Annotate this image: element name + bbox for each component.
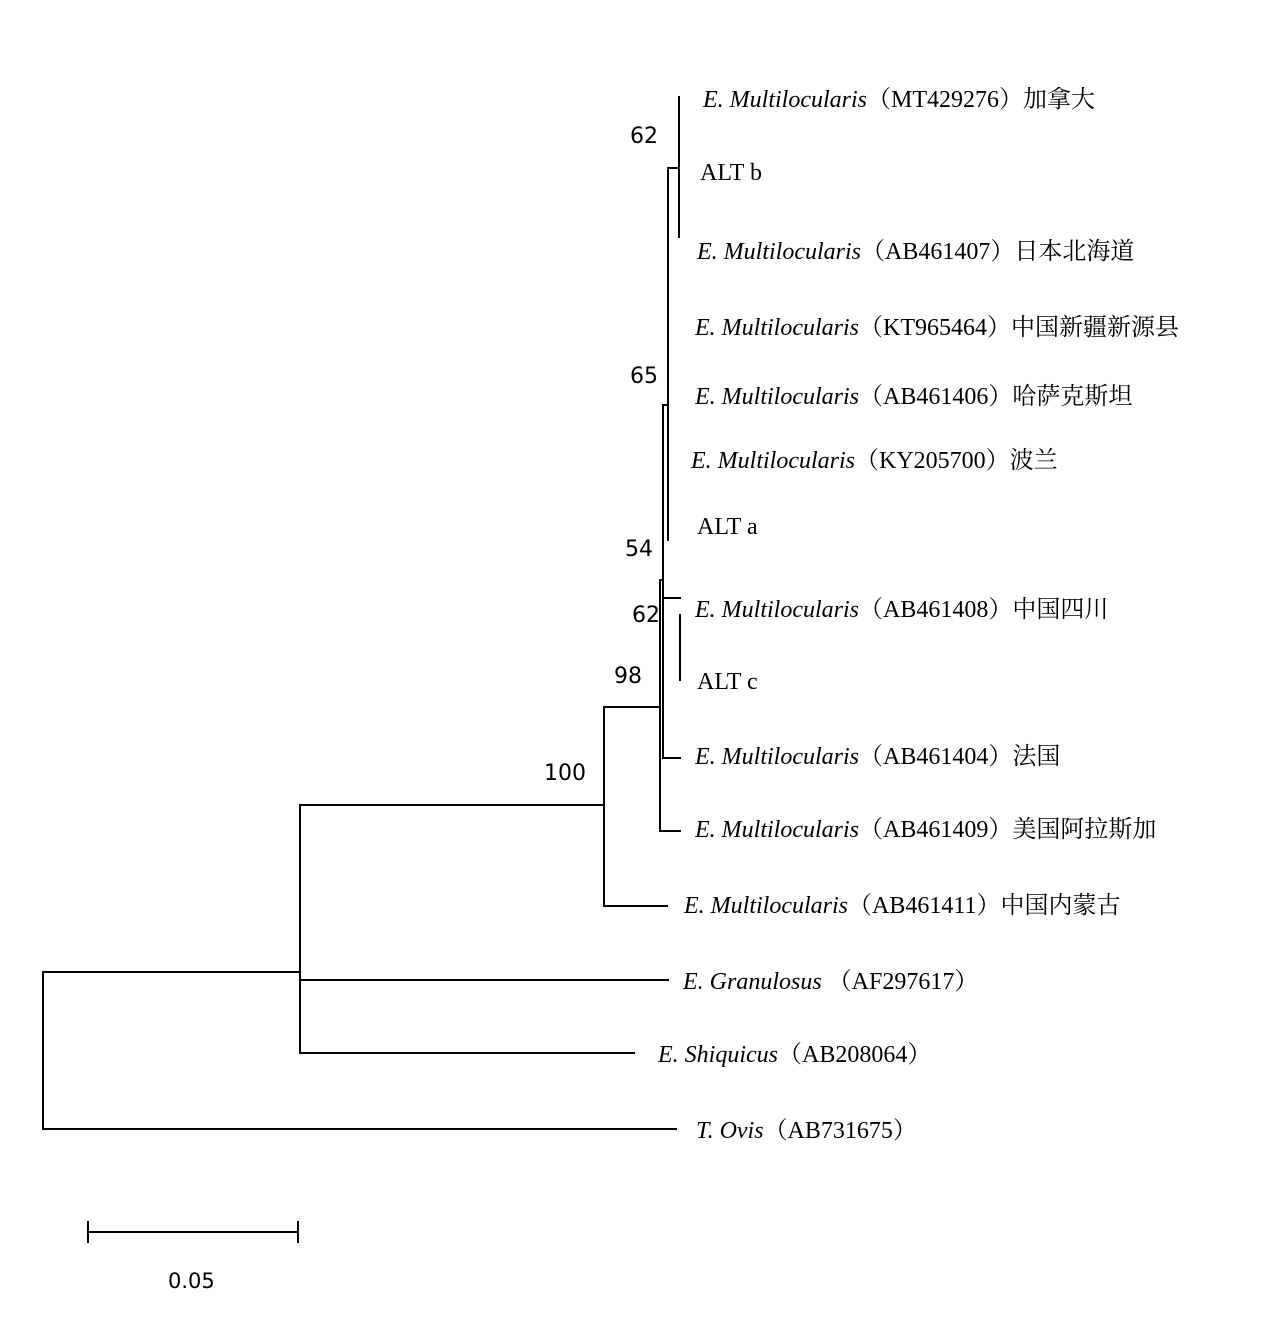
bootstrap-100: 100 bbox=[544, 761, 586, 786]
bootstrap-98: 98 bbox=[614, 664, 642, 689]
tree-branches bbox=[43, 97, 680, 1129]
branch-node-62-low-vertical bbox=[663, 405, 680, 758]
leaf-alt-c: ALT c bbox=[697, 669, 758, 695]
leaf-ab461406: E. Multilocularis（AB461406）哈萨克斯坦 bbox=[695, 384, 1133, 410]
leaf-ab461409: E. Multilocularis（AB461409）美国阿拉斯加 bbox=[695, 817, 1157, 843]
leaf-ky205700: E. Multilocularis（KY205700）波兰 bbox=[691, 448, 1058, 474]
scale-bar bbox=[88, 1222, 298, 1293]
leaf-mt429276: E. Multilocularis（MT429276）加拿大 bbox=[703, 87, 1095, 113]
leaf-labels bbox=[657, 86, 1179, 1144]
leaf-ab461407: E. Multilocularis（AB461407）日本北海道 bbox=[697, 239, 1135, 265]
leaf-ab461408: E. Multilocularis（AB461408）中国四川 bbox=[695, 597, 1109, 623]
leaf-af297617: E. Granulosus （AF297617） bbox=[683, 969, 979, 995]
leaf-alt-b: ALT b bbox=[700, 160, 763, 186]
branch-root-outgroup bbox=[43, 972, 676, 1129]
leaf-ab461411: E. Multilocularis（AB461411）中国内蒙古 bbox=[684, 893, 1121, 919]
branch-echinococcus-node bbox=[300, 805, 634, 1053]
bootstrap-65: 65 bbox=[630, 364, 658, 389]
leaf-ab731675: T. Ovis（AB731675） bbox=[696, 1118, 917, 1144]
leaf-alt-a: ALT a bbox=[697, 514, 758, 540]
bootstrap-62-low: 62 bbox=[632, 603, 660, 628]
bootstrap-62-top: 62 bbox=[630, 124, 658, 149]
leaf-kt965464: E. Multilocularis（KT965464）中国新疆新源县 bbox=[695, 315, 1179, 341]
leaf-ab461404: E. Multilocularis（AB461404）法国 bbox=[695, 744, 1061, 770]
branch-node-100-vertical bbox=[604, 707, 667, 906]
scale-bar-line bbox=[88, 1222, 298, 1242]
leaf-ab208064: E. Shiquicus（AB208064） bbox=[658, 1042, 932, 1068]
bootstrap-values bbox=[544, 124, 660, 786]
bootstrap-54: 54 bbox=[625, 537, 653, 562]
scale-bar-label: 0.05 bbox=[168, 1269, 215, 1293]
